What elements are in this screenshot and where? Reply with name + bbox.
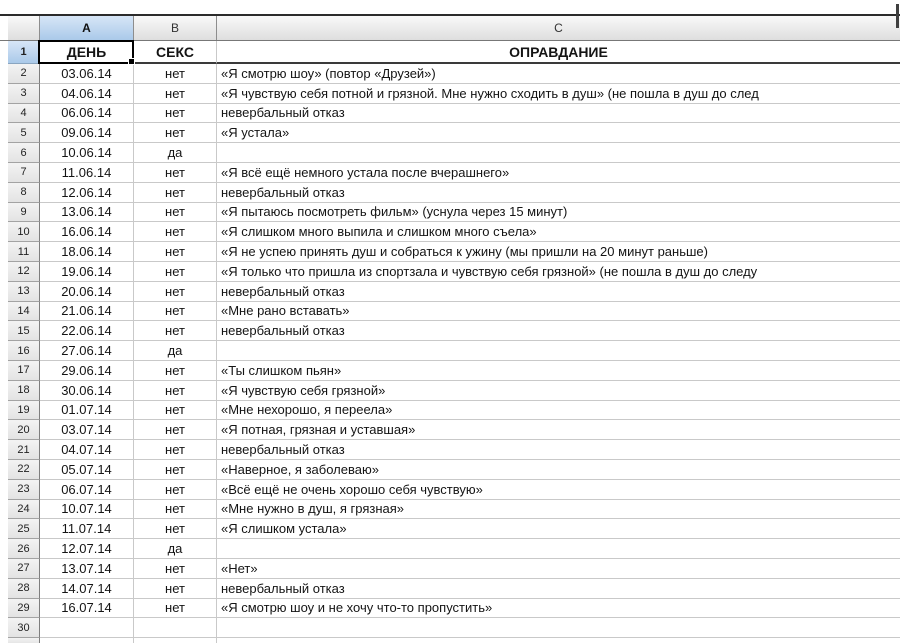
cell-day[interactable] (40, 638, 134, 643)
cell-sex[interactable]: да (134, 539, 217, 559)
sheet-row (0, 401, 900, 421)
cell-sex[interactable]: нет (134, 84, 217, 104)
cell-sex[interactable]: нет (134, 480, 217, 500)
row-number[interactable]: 29 (8, 599, 40, 619)
row-number[interactable]: 6 (8, 143, 40, 163)
cell-sex[interactable]: нет (134, 203, 217, 223)
cell-excuse[interactable]: невербальный отказ (217, 440, 900, 460)
cell-day[interactable]: 30.06.14 (40, 381, 134, 401)
cell-sex[interactable]: нет (134, 579, 217, 599)
cell-sex[interactable]: нет (134, 420, 217, 440)
cell-sex[interactable]: нет (134, 440, 217, 460)
sheet-row (0, 203, 900, 223)
column-header-row (0, 14, 900, 41)
row-number[interactable]: 12 (8, 262, 40, 282)
cell-excuse[interactable]: «Я только что пришла из спортзала и чувствую себя грязной» (не пошла в душ до следу (217, 262, 900, 282)
sheet-row (0, 282, 900, 302)
cell-excuse[interactable]: «Всё ещё не очень хорошо себя чувствую» (217, 480, 900, 500)
row-number[interactable] (8, 638, 40, 643)
sheet-row (0, 618, 900, 638)
cell-sex[interactable]: нет (134, 262, 217, 282)
cell-excuse[interactable]: «Мне нужно в душ, я грязная» (217, 500, 900, 520)
cell-excuse[interactable] (217, 618, 900, 638)
sheet-row (0, 143, 900, 163)
cell-sex[interactable]: нет (134, 381, 217, 401)
row-number[interactable]: 28 (8, 579, 40, 599)
cell-excuse[interactable]: «Я смотрю шоу» (повтор «Друзей») (217, 64, 900, 84)
cell-sex[interactable]: нет (134, 123, 217, 143)
sheet-row-partial (0, 638, 900, 643)
sheet-row (0, 440, 900, 460)
sheet-row (0, 420, 900, 440)
cell-sex[interactable]: нет (134, 599, 217, 619)
row-number[interactable]: 13 (8, 282, 40, 302)
row-number[interactable]: 10 (8, 222, 40, 242)
cell-sex[interactable]: нет (134, 401, 217, 421)
cell-sex[interactable]: нет (134, 104, 217, 124)
cell-sex[interactable]: нет (134, 282, 217, 302)
sheet-row (0, 519, 900, 539)
row-number[interactable]: 21 (8, 440, 40, 460)
cell-excuse[interactable] (217, 143, 900, 163)
row-number[interactable]: 8 (8, 183, 40, 203)
row-number[interactable]: 20 (8, 420, 40, 440)
cell-excuse[interactable] (217, 539, 900, 559)
cell-day[interactable]: 27.06.14 (40, 341, 134, 361)
cell-sex[interactable]: нет (134, 222, 217, 242)
row-number[interactable]: 14 (8, 302, 40, 322)
cell-sex[interactable]: нет (134, 64, 217, 84)
row-number[interactable]: 5 (8, 123, 40, 143)
cell-day[interactable]: 20.06.14 (40, 282, 134, 302)
cell-excuse[interactable]: «Наверное, я заболеваю» (217, 460, 900, 480)
window-edge (896, 4, 899, 28)
cell-excuse[interactable]: невербальный отказ (217, 321, 900, 341)
cell-day[interactable]: 06.06.14 (40, 104, 134, 124)
sheet-row (0, 500, 900, 520)
cell-day[interactable]: 13.07.14 (40, 559, 134, 579)
cell-excuse[interactable] (217, 638, 900, 643)
cell-day[interactable]: 05.07.14 (40, 460, 134, 480)
column-header-b[interactable]: B (134, 16, 217, 40)
cell-day[interactable]: 10.06.14 (40, 143, 134, 163)
sheet-row (0, 579, 900, 599)
cell-day[interactable]: 06.07.14 (40, 480, 134, 500)
row-number[interactable]: 26 (8, 539, 40, 559)
cell-sex[interactable] (134, 638, 217, 643)
row-number[interactable]: 16 (8, 341, 40, 361)
cell-day[interactable]: 03.06.14 (40, 64, 134, 84)
row-number[interactable]: 7 (8, 163, 40, 183)
sheet-row (0, 104, 900, 124)
cell-excuse[interactable]: «Я слишком много выпила и слишком много съела» (217, 222, 900, 242)
cell-day[interactable]: 22.06.14 (40, 321, 134, 341)
row-number[interactable]: 24 (8, 500, 40, 520)
sheet-grid (0, 14, 900, 643)
sheet-row (0, 480, 900, 500)
row-number[interactable]: 11 (8, 242, 40, 262)
cell-excuse[interactable]: «Мне нехорошо, я переела» (217, 401, 900, 421)
sheet-row (0, 321, 900, 341)
cell-excuse-header[interactable]: ОПРАВДАНИЕ (217, 41, 900, 64)
row-number[interactable]: 3 (8, 84, 40, 104)
cell-excuse[interactable]: невербальный отказ (217, 579, 900, 599)
sheet-row (0, 599, 900, 619)
cell-sex[interactable]: нет (134, 500, 217, 520)
row-number[interactable]: 22 (8, 460, 40, 480)
cell-excuse[interactable]: «Я чувствую себя потной и грязной. Мне нужно сходить в душ» (не пошла в душ до след (217, 84, 900, 104)
cell-excuse[interactable]: «Я чувствую себя грязной» (217, 381, 900, 401)
row-number[interactable]: 18 (8, 381, 40, 401)
cell-sex[interactable] (134, 618, 217, 638)
row-number[interactable]: 17 (8, 361, 40, 381)
sheet-row (0, 262, 900, 282)
cell-day[interactable]: 04.06.14 (40, 84, 134, 104)
row-number[interactable]: 2 (8, 64, 40, 84)
cell-excuse[interactable]: «Я слишком устала» (217, 519, 900, 539)
row-number[interactable]: 23 (8, 480, 40, 500)
cell-excuse[interactable] (217, 341, 900, 361)
cell-sex[interactable]: нет (134, 183, 217, 203)
sheet-row (0, 64, 900, 84)
sheet-row (0, 84, 900, 104)
cell-day[interactable]: 18.06.14 (40, 242, 134, 262)
cell-day[interactable]: 12.07.14 (40, 539, 134, 559)
sheet-row (0, 539, 900, 559)
sheet-row (0, 302, 900, 322)
cell-excuse[interactable]: «Я смотрю шоу и не хочу что-то пропустить» (217, 599, 900, 619)
sheet-row (0, 341, 900, 361)
cell-sex[interactable]: нет (134, 242, 217, 262)
row-number[interactable]: 1 (8, 41, 40, 64)
row-number[interactable]: 19 (8, 401, 40, 421)
cell-sex[interactable]: нет (134, 559, 217, 579)
cell-excuse[interactable]: невербальный отказ (217, 183, 900, 203)
cell-sex[interactable]: да (134, 143, 217, 163)
cell-excuse[interactable]: «Ты слишком пьян» (217, 361, 900, 381)
sheet-row (0, 183, 900, 203)
row-number[interactable]: 9 (8, 203, 40, 223)
sheet-row (0, 123, 900, 143)
cell-day[interactable]: 29.06.14 (40, 361, 134, 381)
cell-sex[interactable]: нет (134, 519, 217, 539)
cell-day[interactable] (40, 618, 134, 638)
row-number[interactable]: 4 (8, 104, 40, 124)
sheet-row (0, 381, 900, 401)
cell-day[interactable]: 11.07.14 (40, 519, 134, 539)
cell-sex[interactable]: нет (134, 163, 217, 183)
row-number[interactable]: 25 (8, 519, 40, 539)
sheet-row (0, 460, 900, 480)
sheet-row (0, 222, 900, 242)
cell-day[interactable]: 01.07.14 (40, 401, 134, 421)
cell-excuse[interactable]: «Я пытаюсь посмотреть фильм» (уснула через 15 минут) (217, 203, 900, 223)
cell-day[interactable]: 04.07.14 (40, 440, 134, 460)
cell-day[interactable]: 10.07.14 (40, 500, 134, 520)
cell-excuse[interactable]: «Я всё ещё немного устала после вчерашнего» (217, 163, 900, 183)
column-header-c[interactable]: C (217, 16, 900, 40)
cell-day[interactable]: 16.07.14 (40, 599, 134, 619)
column-header-a[interactable]: A (40, 16, 134, 40)
sheet-row-header (0, 41, 900, 64)
sheet-row (0, 163, 900, 183)
sheet-rows (0, 64, 900, 638)
row-number[interactable]: 15 (8, 321, 40, 341)
cell-excuse[interactable]: «Я не успею принять душ и собраться к ужину (мы пришли на 20 минут раньше) (217, 242, 900, 262)
cell-excuse[interactable]: «Я потная, грязная и уставшая» (217, 420, 900, 440)
cell-day[interactable]: 14.07.14 (40, 579, 134, 599)
cell-day[interactable]: 09.06.14 (40, 123, 134, 143)
cell-excuse[interactable]: «Нет» (217, 559, 900, 579)
cell-excuse[interactable]: невербальный отказ (217, 282, 900, 302)
cell-sex[interactable]: нет (134, 321, 217, 341)
sheet-row (0, 242, 900, 262)
cell-day[interactable]: 19.06.14 (40, 262, 134, 282)
cell-day[interactable]: 13.06.14 (40, 203, 134, 223)
cell-excuse[interactable]: «Мне рано вставать» (217, 302, 900, 322)
cell-excuse[interactable]: «Я устала» (217, 123, 900, 143)
cell-day[interactable]: 12.06.14 (40, 183, 134, 203)
row-number[interactable]: 30 (8, 618, 40, 638)
cell-sex[interactable]: нет (134, 302, 217, 322)
sheet-row (0, 559, 900, 579)
cell-day[interactable]: 03.07.14 (40, 420, 134, 440)
cell-day-header[interactable]: ДЕНЬ (40, 41, 134, 64)
cell-excuse[interactable]: невербальный отказ (217, 104, 900, 124)
cell-day[interactable]: 16.06.14 (40, 222, 134, 242)
cell-sex[interactable]: нет (134, 460, 217, 480)
cell-day[interactable]: 21.06.14 (40, 302, 134, 322)
select-all-corner[interactable] (8, 16, 40, 40)
cell-sex-header[interactable]: СЕКС (134, 41, 217, 64)
cell-sex[interactable]: нет (134, 361, 217, 381)
cell-day[interactable]: 11.06.14 (40, 163, 134, 183)
sheet-row (0, 361, 900, 381)
cell-sex[interactable]: да (134, 341, 217, 361)
row-number[interactable]: 27 (8, 559, 40, 579)
